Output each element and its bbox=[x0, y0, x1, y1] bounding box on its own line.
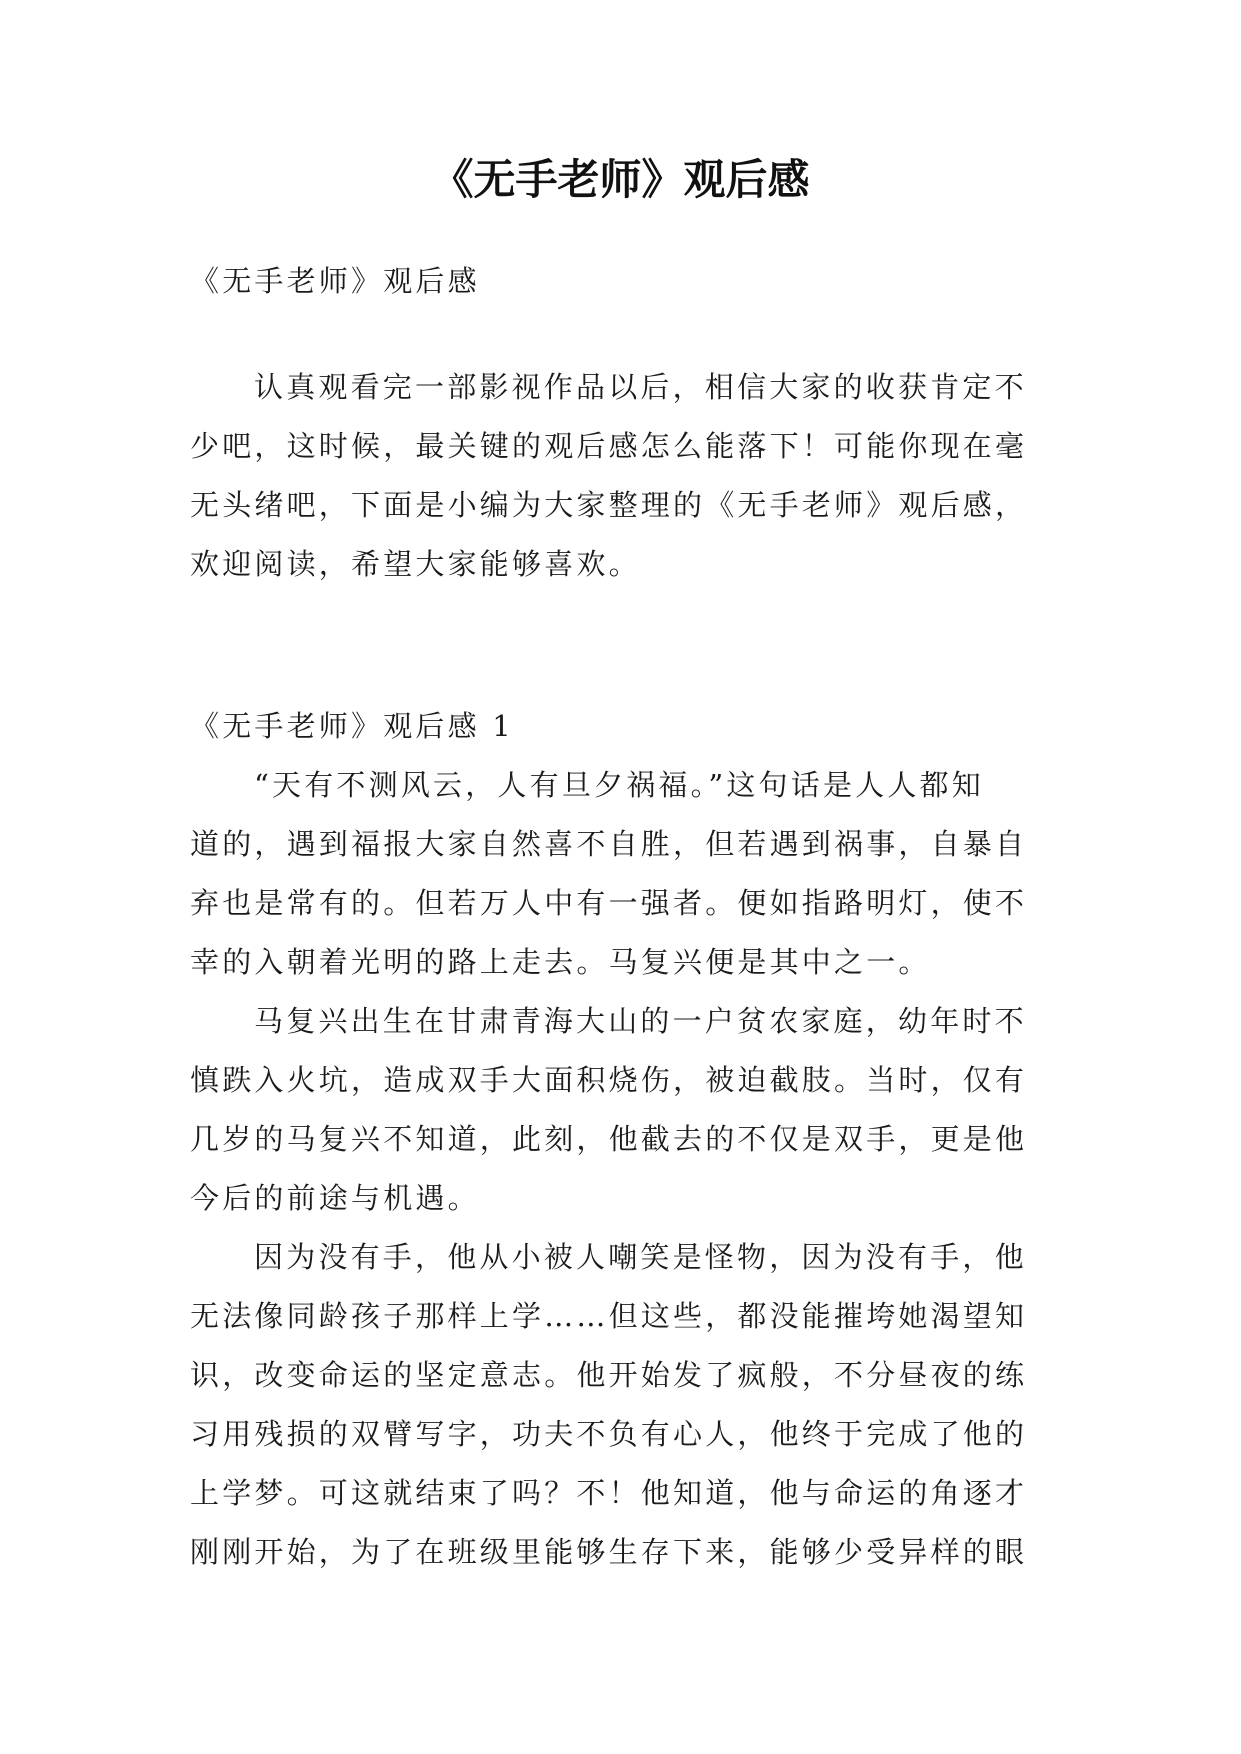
intro-line: 欢迎阅读，希望大家能够喜欢。 bbox=[190, 547, 641, 581]
paragraph-line: 上学梦。可这就结束了吗？不！他知道，他与命运的角逐才 bbox=[190, 1476, 1028, 1510]
intro-heading: 《无手老师》观后感 bbox=[190, 264, 480, 298]
paragraph-line: 道的，遇到福报大家自然喜不自胜，但若遇到祸事，自暴自 bbox=[190, 827, 1028, 861]
paragraph-line: 识，改变命运的坚定意志。他开始发了疯般，不分昼夜的练 bbox=[190, 1358, 1028, 1392]
section-heading: 《无手老师》观后感 1 bbox=[190, 709, 514, 743]
paragraph-line: 幸的入朝着光明的路上走去。马复兴便是其中之一。 bbox=[190, 945, 931, 979]
paragraph-2 bbox=[190, 992, 1050, 1228]
paragraph-line: 今后的前途与机遇。 bbox=[190, 1181, 480, 1215]
paragraph-line: 习用残损的双臂写字，功夫不负有心人，他终于完成了他的 bbox=[190, 1417, 1028, 1451]
paragraph-line: 弃也是常有的。但若万人中有一强者。便如指路明灯，使不 bbox=[190, 886, 1028, 920]
paragraph-line: 无法像同龄孩子那样上学……但这些，都没能摧垮她渴望知 bbox=[190, 1299, 1028, 1333]
paragraph-line: 几岁的马复兴不知道，此刻，他截去的不仅是双手，更是他 bbox=[190, 1122, 1028, 1156]
paragraph-line: 刚刚开始，为了在班级里能够生存下来，能够少受异样的眼 bbox=[190, 1535, 1028, 1569]
intro-line: 无头绪吧，下面是小编为大家整理的《无手老师》观后感， bbox=[190, 488, 1028, 522]
paragraph-3 bbox=[190, 1228, 1050, 1582]
document-title: 《无手老师》观后感 bbox=[431, 155, 810, 204]
intro-line: 少吧，这时候，最关键的观后感怎么能落下！可能你现在毫 bbox=[190, 429, 1028, 463]
paragraph-line: “天有不测风云，人有旦夕祸福。”这句话是人人都知 bbox=[254, 768, 984, 802]
paragraph-line: 马复兴出生在甘肃青海大山的一户贫农家庭，幼年时不 bbox=[254, 1004, 1027, 1038]
paragraph-line: 慎跌入火坑，造成双手大面积烧伤，被迫截肢。当时，仅有 bbox=[190, 1063, 1028, 1097]
paragraph-line: 因为没有手，他从小被人嘲笑是怪物，因为没有手，他 bbox=[254, 1240, 1027, 1274]
intro-line: 认真观看完一部影视作品以后，相信大家的收获肯定不 bbox=[254, 370, 1027, 404]
paragraph-1 bbox=[190, 756, 1050, 992]
intro-paragraph bbox=[190, 358, 1050, 594]
